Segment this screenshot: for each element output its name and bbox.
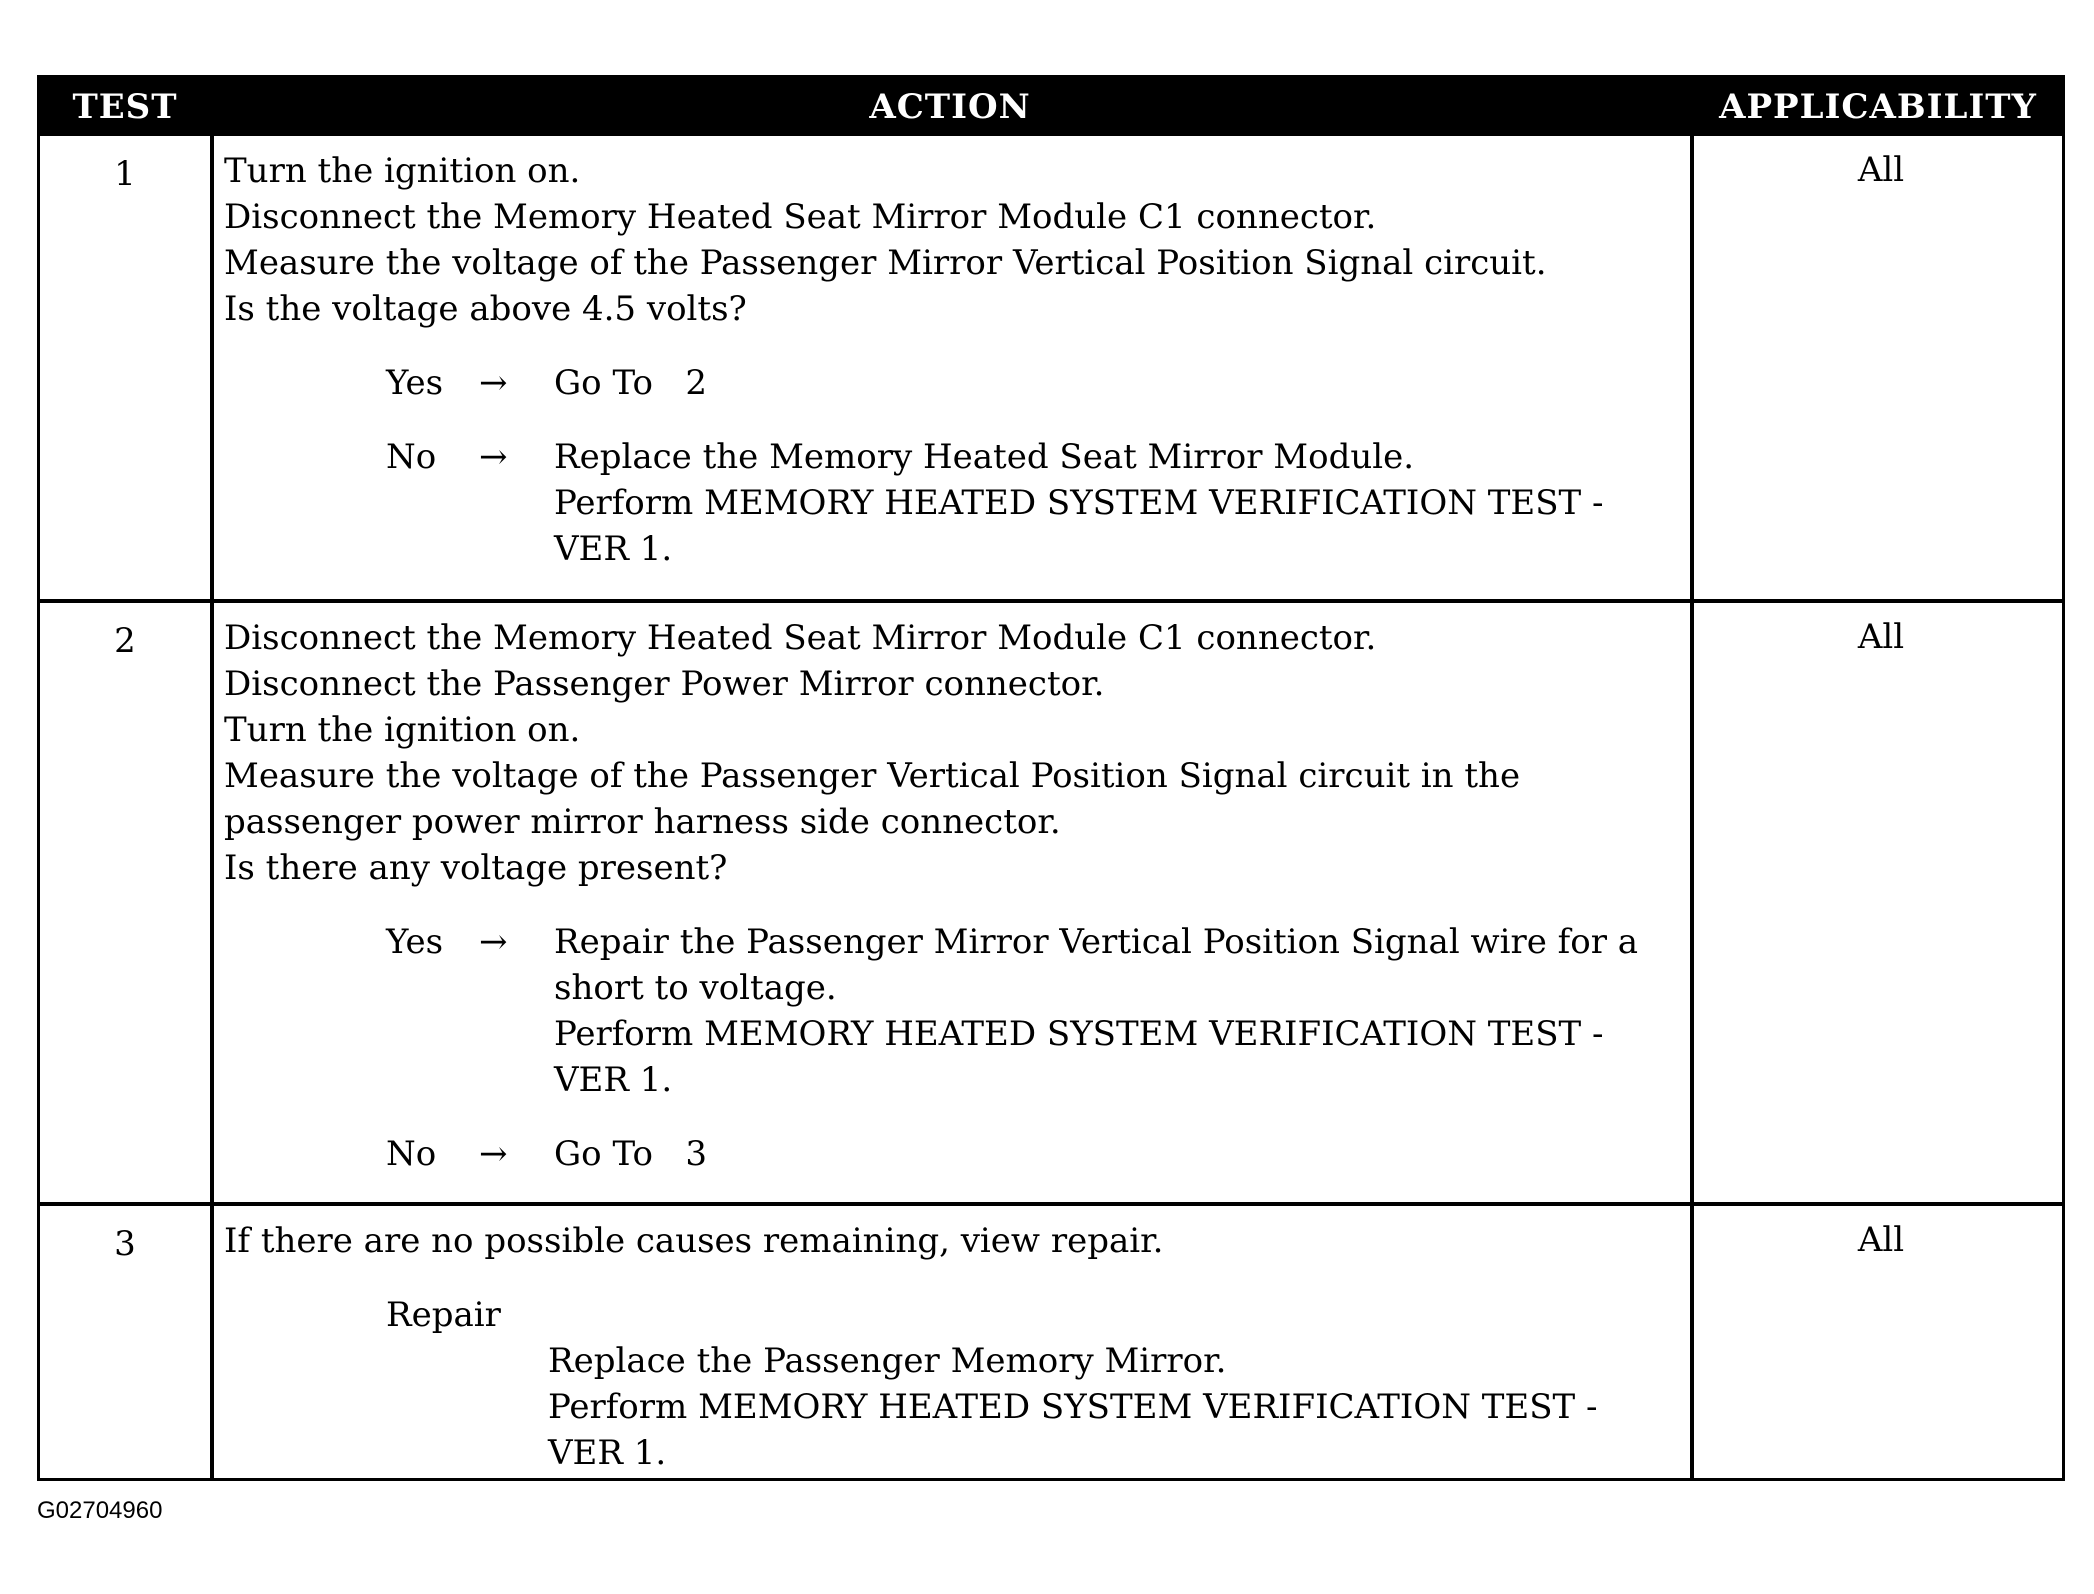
outcome-no [224,434,1686,572]
action-step: Turn the ignition on. [224,710,581,750]
table-row-test-3 [40,1202,2062,1478]
right-arrow-icon: → [479,437,508,477]
outcome-label: No [386,1134,437,1174]
action-step: Disconnect the Memory Heated Seat Mirror Module C1 connector. [224,618,1377,658]
repair-text: Perform MEMORY HEATED SYSTEM VERIFICATION TEST - [548,1387,1598,1427]
outcome-yes [224,360,1686,406]
outcome-text: Go To 2 [554,363,707,403]
repair-text: VER 1. [548,1433,667,1473]
action-cell [224,148,1686,572]
action-step: Disconnect the Passenger Power Mirror connector. [224,664,1105,704]
repair-text: Replace the Passenger Memory Mirror. [548,1341,1227,1381]
outcome-no [224,1131,1686,1177]
action-step: Measure the voltage of the Passenger Mirror Vertical Position Signal circuit. [224,243,1547,283]
outcome-text: Perform MEMORY HEATED SYSTEM VERIFICATION TEST - [554,1014,1604,1054]
figure-id: G02704960 [37,1497,163,1524]
outcome-yes [224,919,1686,1103]
outcome-text: short to voltage. [554,968,837,1008]
repair-label: Repair [386,1295,501,1335]
outcome-text: Repair the Passenger Mirror Vertical Position Signal wire for a [554,922,1639,962]
action-step: Turn the ignition on. [224,151,581,191]
applicability-value: All [1857,150,1905,190]
header-applicability: APPLICABILITY [1719,87,2037,127]
action-step: Disconnect the Memory Heated Seat Mirror Module C1 connector. [224,197,1377,237]
diagnostic-test-table [37,75,2065,1481]
outcome-label: Yes [386,363,444,403]
table-row-test-1 [40,136,2062,599]
right-arrow-icon: → [479,1134,508,1174]
outcome-text: Replace the Memory Heated Seat Mirror Module. [554,437,1415,477]
action-step: passenger power mirror harness side connector. [224,802,1061,842]
outcome-text: Go To 3 [554,1134,707,1174]
action-cell [224,1218,1686,1476]
repair-body [548,1338,1686,1476]
outcome-text: Perform MEMORY HEATED SYSTEM VERIFICATION TEST - [554,483,1604,523]
action-step: If there are no possible causes remaining, view repair. [224,1221,1164,1261]
outcome-text: VER 1. [554,1060,673,1100]
applicability-value: All [1857,617,1905,657]
header-action: ACTION [869,87,1031,127]
test-number: 2 [114,621,136,661]
outcome-text: VER 1. [554,529,673,569]
outcome-label: No [386,437,437,477]
test-number: 1 [114,154,136,194]
test-number: 3 [114,1224,136,1264]
header-test: TEST [72,87,178,127]
outcome-label: Yes [386,922,444,962]
applicability-value: All [1857,1220,1905,1260]
table-header [40,78,2062,136]
action-step: Is there any voltage present? [224,848,728,888]
right-arrow-icon: → [479,363,508,403]
table-row-test-2 [40,599,2062,1202]
action-step: Measure the voltage of the Passenger Vertical Position Signal circuit in the [224,756,1521,796]
right-arrow-icon: → [479,922,508,962]
action-cell [224,615,1686,1177]
action-step: Is the voltage above 4.5 volts? [224,289,747,329]
